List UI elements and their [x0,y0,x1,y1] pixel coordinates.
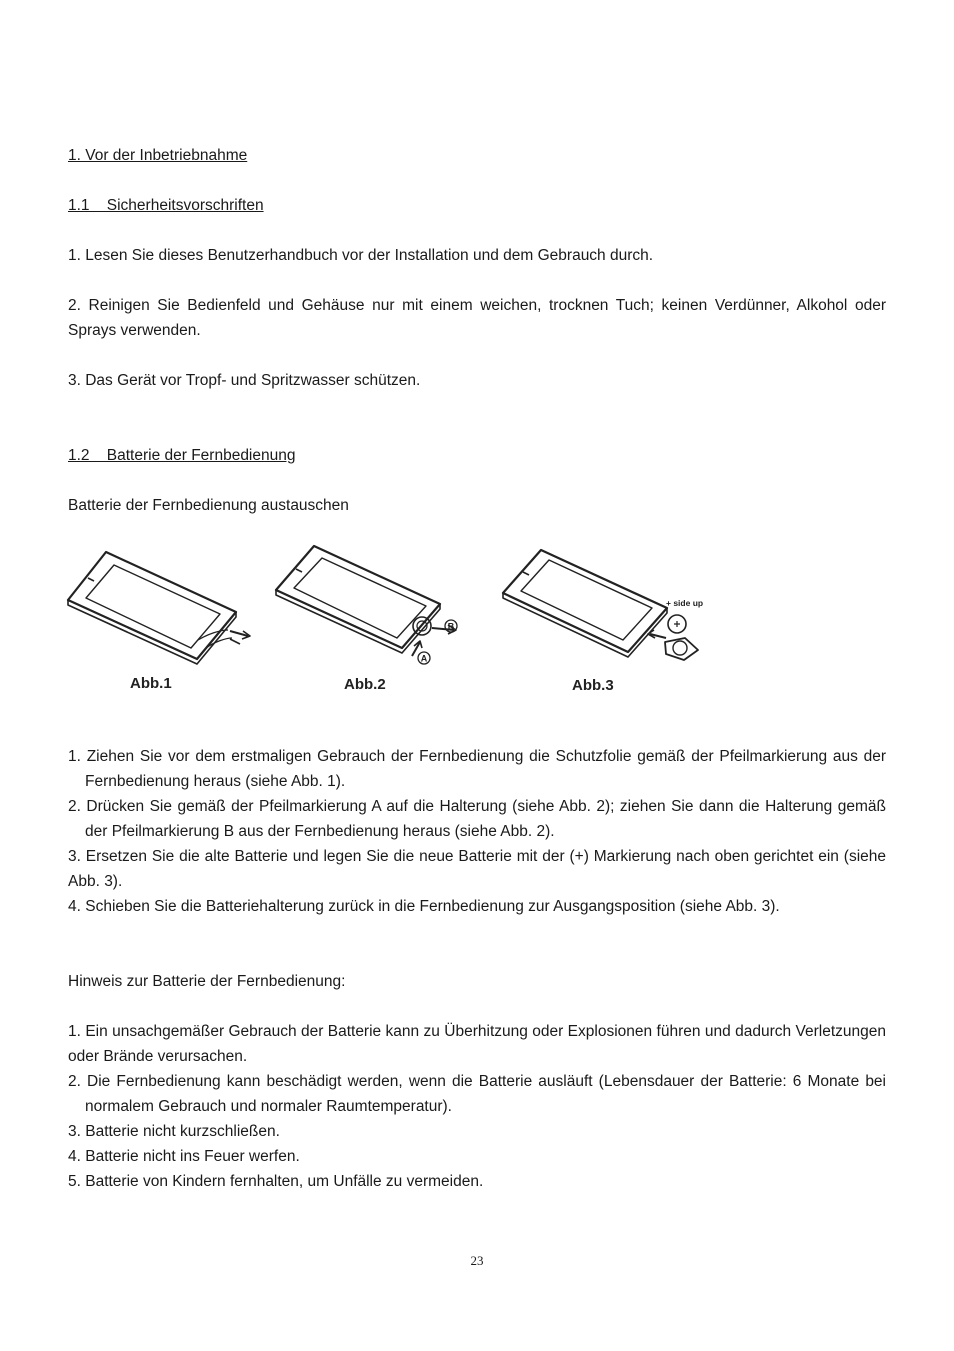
figure-label-b: B [447,621,455,632]
note-2: 2. Die Fernbedienung kann beschädigt werden, wenn die Batterie ausläuft (Lebensdauer der Batterie: 6 Monate bei normalem Gebrauch und normaler Raumtemperatur). [68,1073,886,1115]
figure-2-remote [276,546,456,656]
caption-abb1: Abb.1 [130,675,172,692]
step-3: 3. Ersetzen Sie die alte Batterie und legen Sie die neue Batterie mit der (+) Markierung nach oben gerichtet ein (siehe Abb. 3). [68,848,886,890]
note-3: 3. Batterie nicht kurzschließen. [68,1123,280,1140]
safety-item-1: 1. Lesen Sie dieses Benutzerhandbuch vor der Installation und dem Gebrauch durch. [68,247,654,264]
battery-figures [60,538,740,708]
safety-item-2: 2. Reinigen Sie Bedienfeld und Gehäuse nur mit einem weichen, trocknen Tuch; keinen Verdünner, Alkohol oder Sprays verwenden. [68,297,886,339]
note-4: 4. Batterie nicht ins Feuer werfen. [68,1148,300,1165]
subsection-heading-safety: 1.1 Sicherheitsvorschriften [68,197,264,214]
step-1: 1. Ziehen Sie vor dem erstmaligen Gebrauch der Fernbedienung die Schutzfolie gemäß der Pfeilmarkierung aus der Fernbedienung heraus (siehe Abb. 1). [68,748,886,790]
note-title: Hinweis zur Batterie der Fernbedienung: [68,973,346,990]
caption-abb3: Abb.3 [572,677,614,694]
page-number: 23 [470,1253,484,1268]
safety-item-3: 3. Das Gerät vor Tropf- und Spritzwasser schützen. [68,372,421,389]
note-5: 5. Batterie von Kindern fernhalten, um Unfälle zu vermeiden. [68,1173,484,1190]
step-4: 4. Schieben Sie die Batteriehalterung zurück in die Fernbedienung zur Ausgangsposition (siehe Abb. 3). [68,898,780,915]
replace-battery-title: Batterie der Fernbedienung austauschen [68,497,349,514]
note-1: 1. Ein unsachgemäßer Gebrauch der Batterie kann zu Überhitzung oder Explosionen führen und dadurch Verletzungen oder Brände verursachen. [68,1023,886,1065]
figure-label-a: A [420,653,428,664]
figure-1-remote [68,552,250,664]
caption-abb2: Abb.2 [344,676,386,693]
section-heading: 1. Vor der Inbetriebnahme [68,147,248,164]
subsection-heading-battery: 1.2 Batterie der Fernbedienung [68,447,296,464]
step-2: 2. Drücken Sie gemäß der Pfeilmarkierung A auf die Halterung (siehe Abb. 2); ziehen Sie dann die Halterung gemäß der Pfeilmarkierung B aus der Fernbedienung heraus (siehe Abb. 2). [68,798,886,840]
side-up-label: + side up [666,598,704,608]
